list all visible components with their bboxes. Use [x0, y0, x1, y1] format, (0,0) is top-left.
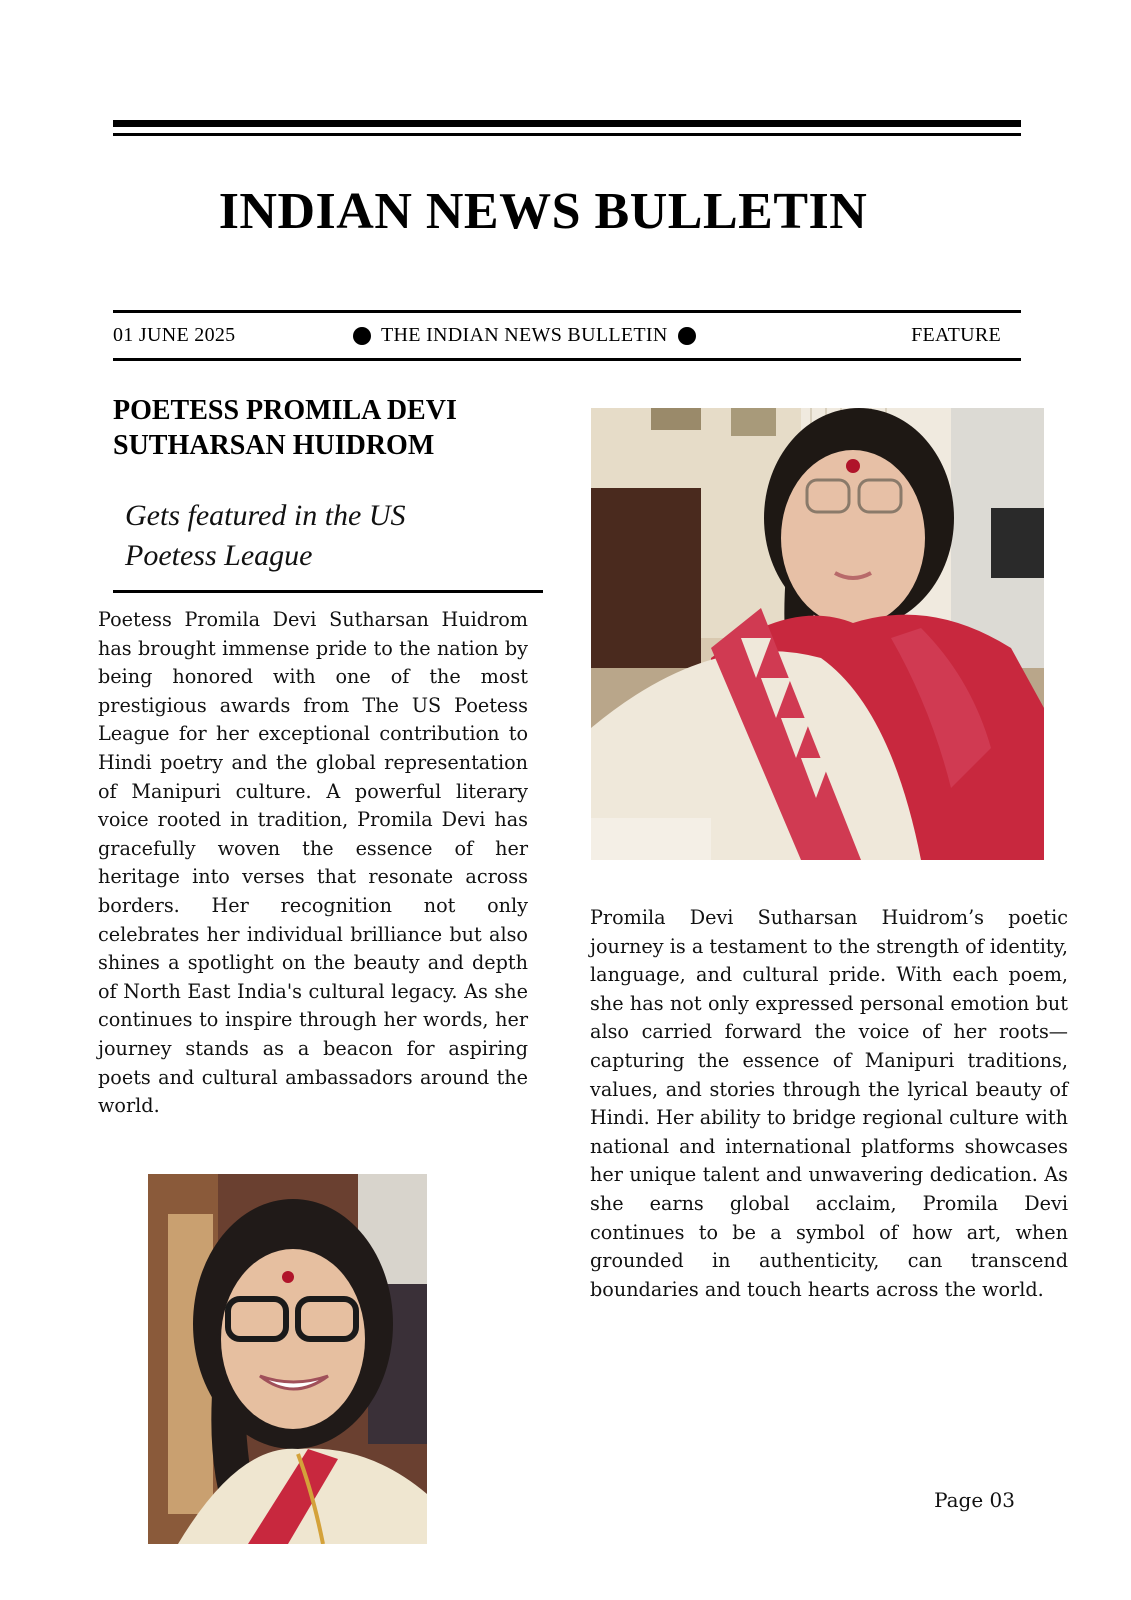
article-body-left: Poetess Promila Devi Sutharsan Huidrom has brought immense pride to the nation by being honored with one of the most prestigious awards from The US Poetess League for her exceptional contribution to Hindi poetry and the global representation of Manipuri culture. A powerful literary voice rooted in tradition, Promila Devi has gracefully woven the essence of her heritage into verses that resonate across borders. Her recognition not only celebrates her individual brilliance but also shines a spotlight on the beauty and depth of North East India's cultural legacy. As she continues to inspire through her words, her journey stands as a beacon for aspiring poets and cultural ambassadors around the world. [98, 608, 528, 1118]
bullet-dot-icon [678, 327, 696, 345]
article-body-right: Promila Devi Sutharsan Huidrom’s poetic journey is a testament to the strength of identity, language, and cultural pride. With each poem, she has not only expressed personal emotion but also carried forward the voice of her roots—capturing the essence of Manipuri traditions, values, and stories through the lyrical beauty of Hindi. Her ability to bridge regional culture with national and international platforms showcases her unique talent and unwavering dedication. As she earns global acclaim, Promila Devi continues to be a symbol of how art, when grounded in authenticity, can transcend boundaries and touch hearts across the world. [590, 906, 1068, 1301]
bullet-dot-icon [353, 327, 371, 345]
article-subhead [125, 496, 545, 576]
publication-label: THE INDIAN NEWS BULLETIN [381, 324, 668, 346]
portrait-photo-main [591, 408, 1044, 860]
masthead-top-rule-thick [113, 120, 1021, 127]
subhead-line: Poetess League [125, 539, 313, 572]
headline-line: SUTHARSAN HUIDROM [113, 430, 435, 461]
publication-name [353, 324, 696, 347]
subhead-rule [113, 590, 543, 593]
article-headline [113, 393, 553, 463]
issue-date: 01 JUNE 2025 [113, 324, 236, 346]
section-label: FEATURE [911, 324, 1001, 346]
subhead-line: Gets featured in the US [125, 499, 406, 532]
headline-line: POETESS PROMILA DEVI [113, 395, 457, 426]
masthead-top-rule-thin [113, 133, 1021, 136]
masthead-title: INDIAN NEWS BULLETIN [218, 183, 868, 240]
meta-bottom-rule [113, 358, 1021, 361]
page-number: Page 03 [934, 1488, 1015, 1512]
meta-top-rule [113, 310, 1021, 313]
portrait-photo-secondary [148, 1174, 427, 1544]
